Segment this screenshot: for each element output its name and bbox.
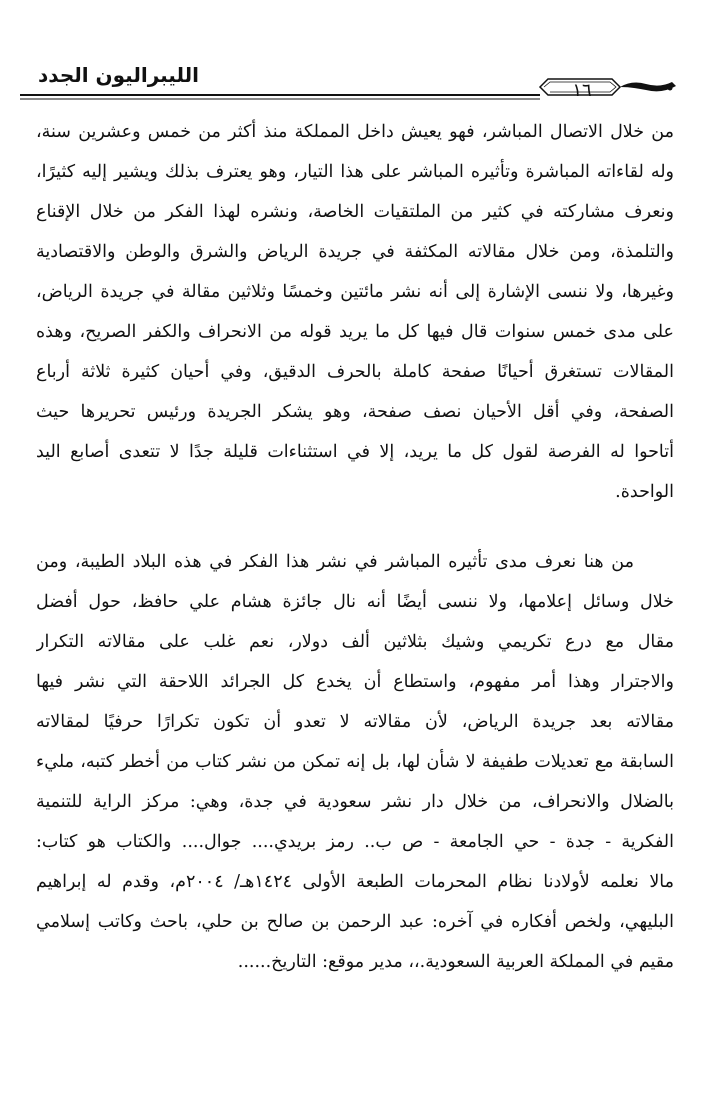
page-header [20, 62, 680, 102]
body-text [36, 112, 674, 982]
text-line: المقالات تستغرق أحيانًا صفحة كاملة بالحرف الدقيق، وفي أحيان كثيرة ثلاثة أرباع [36, 362, 674, 382]
paragraph-1 [36, 112, 674, 512]
running-title: الليبراليون الجدد [38, 63, 199, 87]
text-line: ونعرف مشاركته في كثير من الملتقيات الخاصة، ونشره لهذا الفكر من خلال الإقناع [36, 202, 674, 222]
text-line: والاجترار وهذا أمر مفهوم، واستطاع أن يخدع كل الجرائد اللاحقة التي نشر فيها [36, 672, 674, 692]
text-line: مقالاته بعد جريدة الرياض، لأن مقالاته لا تعدو أن تكون تكرارًا حرفيًا لمقالاته [36, 712, 674, 732]
text-line: الواحدة. [615, 482, 674, 502]
text-line: البليهي، ولخص أفكاره في آخره: عبد الرحمن بن صالح بن حلي، باحث وكاتب إسلامي [36, 912, 674, 932]
text-line: مالا نعلمه لأولادنا نظام المحرمات الطبعة الأولى ١٤٢٤هـ/ ٢٠٠٤م، وقدم له إبراهيم [36, 872, 674, 892]
text-line: وله لقاءاته المباشرة وتأثيره المباشر على هذا التيار، وهو يعترف بذلك ويشير إليه كثيرًا، [36, 162, 674, 182]
text-line: بالضلال والانحراف، من خلال دار نشر سعودية في جدة، وهي: مركز الراية للتنمية [36, 792, 674, 812]
text-line: السابقة مع تعديلات طفيفة لا شأن لها، بل إنه تمكن من نشر كتاب من أخطر كتبه، مليء [36, 752, 674, 772]
paragraph-2 [36, 542, 674, 982]
text-line: من هنا نعرف مدى تأثيره المباشر في نشر هذا الفكر في هذه البلاد الطيبة، ومن [36, 552, 634, 572]
text-line: على مدى خمس سنوات قال فيها كل ما يريد قوله من الانحراف والكفر الصريح، وهذه [36, 322, 674, 342]
paragraph-gap [36, 512, 674, 542]
text-line: الصفحة، وفي أقل الأحيان نصف صفحة، وهو يشكر الجريدة ورئيس تحريرها حيث [36, 402, 674, 422]
text-line: أتاحوا له الفرصة لقول كل ما يريد، إلا في استثناءات قليلة جدًا لا تتعدى أصابع اليد [36, 442, 674, 462]
text-line: الفكرية - جدة - حي الجامعة - ص ب.. رمز بريدي.... جوال.... والكتاب هو كتاب: [36, 832, 674, 852]
text-line: خلال وسائل إعلامها، ولا ننسى أيضًا أنه نال جائزة هشام علي حافظ، حول أفضل [36, 592, 674, 612]
text-line: من خلال الاتصال المباشر، فهو يعيش داخل المملكة منذ أكثر من خمس وعشرين سنة، [36, 122, 674, 142]
text-line: مقال مع درع تكريمي وشيك بثلاثين ألف دولار، نعم غلب على مقالاته التكرار [36, 632, 674, 652]
text-line: مقيم في المملكة العربية السعودية.،، مدير موقع: التاريخ...... [237, 952, 674, 972]
text-line: والتلمذة، ومن خلال مقالاته المكثفة في جريدة الرياض والشرق والوطن والاقتصادية [36, 242, 674, 262]
page-number: ١٦ [572, 80, 592, 101]
text-line: وغيرها، ولا ننسى الإشارة إلى أنه نشر مائتين وخمسًا وثلاثين مقالة في جريدة الرياض، [36, 282, 674, 302]
